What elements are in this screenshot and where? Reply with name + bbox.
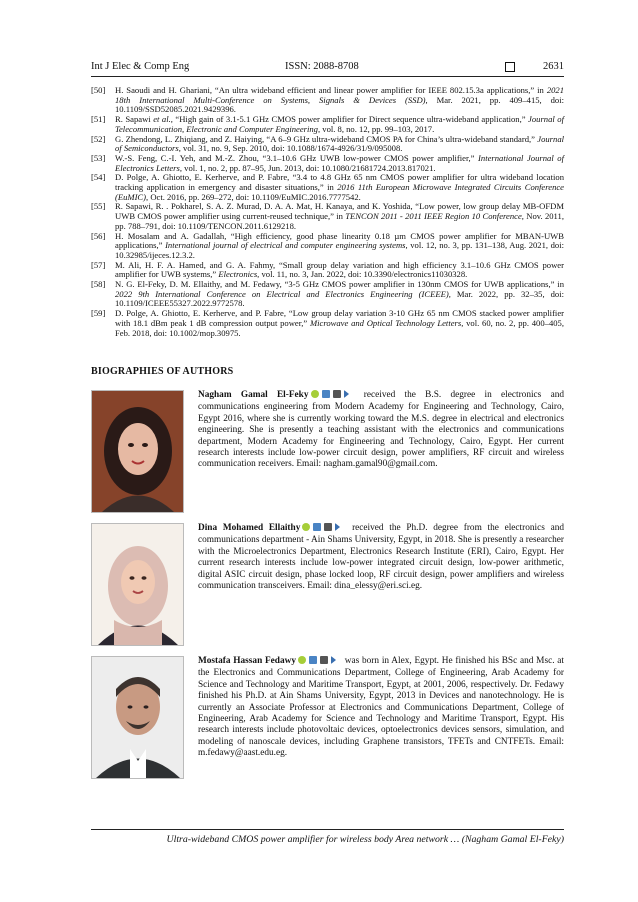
author-description: was born in Alex, Egypt. He finished his BSc and Msc. at the Electronics and Communications Department, College of Engineering, Arab Academy for Science and Technology and Maritime Transport, Egypt, at 2001, 2006, respectively. Dr. Fedawy finished his Ph.D. at Ain Shams University, Egypt, 2013 in Devices and nanotechnology. He is currently an Associate Professor at Electronics and Communications Department, College of Engineering, Arab Academy for Science and Technology and Maritime Transport, Egypt. His research interests include photovoltaic devices, optoelectronics devices sensors, simulation, and modeling of nanoscale devices, including Graphene transistors, TFETs and CNTFETs. Email: m.fedawy@aast.edu.eg.	[198, 656, 564, 759]
reference-text: G. Zhendong, L. Zhiqiang, and Z. Haiying, “A 6–9 GHz ultra-wideband CMOS PA for China’s ultra-wideband standard,” Journal of Semiconductors, vol. 31, no. 9, Sep. 2010, doi: 10.1088/1674-4926/31/9/095008.	[115, 133, 564, 154]
running-header	[91, 61, 564, 77]
scopus-icon[interactable]	[324, 523, 332, 531]
reference-item	[91, 280, 564, 309]
author-name: Dina Mohamed Ellaithy	[198, 523, 301, 533]
running-footer: Ultra-wideband CMOS power amplifier for wireless body Area network … (Nagham Gamal El-Feky)	[166, 834, 564, 845]
reference-number: [52]	[91, 133, 106, 144]
reference-text: W.-S. Feng, C.-I. Yeh, and M.-Z. Zhou, “3.1–10.6 GHz UWB low-power CMOS power amplifier,” International Journal of Electronics Letters, vol. 1, no. 2, pp. 87–95, Jun. 2013, doi: 10.1080/21681724.2013.817021.	[115, 152, 564, 173]
reference-item	[91, 86, 564, 115]
reference-number: [58]	[91, 279, 106, 290]
author-name: Mostafa Hassan Fedawy	[198, 656, 296, 666]
profile-icons	[311, 390, 352, 402]
profile-icons	[302, 523, 343, 535]
orcid-icon[interactable]	[311, 390, 319, 398]
reference-text: H. Mosalam and A. Gadallah, “High efficiency, good phase linearity 0.18 µm CMOS power amplifier for MBAN-UWB applications,” International journal of electrical and computer engineering systems, vol. 12, no. 3, pp. 131–138, Aug. 2021, doi: 10.32985/ijeces.12.3.2.	[115, 230, 564, 260]
reference-item	[91, 115, 564, 134]
google-scholar-icon[interactable]	[309, 656, 317, 664]
reference-item	[91, 135, 564, 154]
reference-number: [59]	[91, 308, 106, 319]
reference-text: H. Saoudi and H. Ghariani, “An ultra wideband efficient and linear power amplifier for IEEE 802.15.3a applications,” in 2021 18th International Multi-Conference on Systems, Signals & Devices (SSD), Mar. 2021, pp. 409–415, doi: 10.1109/SSD52085.2021.9429396.	[115, 85, 564, 115]
orcid-icon[interactable]	[302, 523, 310, 531]
reference-item	[91, 154, 564, 173]
reference-text: D. Polge, A. Ghiotto, E. Kerherve, and P. Fabre, “Low group delay variation 3-10 GHz 65 nm CMOS stacked power amplifier with 18.1 dBm peak 1 dB compression output power,” Microwave and Optical Technology Letters, vol. 60, no. 2, pp. 400–405, Feb. 2018, doi: 10.1002/mop.30975.	[115, 308, 564, 338]
header-rule	[91, 76, 564, 77]
reference-item	[91, 309, 564, 338]
reference-number: [56]	[91, 230, 106, 241]
author-bio-text	[198, 523, 564, 592]
profile-icons	[298, 656, 339, 668]
reference-item	[91, 173, 564, 202]
author-photo	[91, 523, 184, 646]
web-of-science-icon[interactable]	[344, 390, 349, 398]
reference-text: M. Ali, H. F. A. Hamed, and G. A. Fahmy, “Small group delay variation and high efficiency 3.1–10.6 GHz CMOS power amplifier for UWB systems,” Electronics, vol. 11, no. 3, Jan. 2022, doi: 10.3390/electronics11030328.	[115, 259, 564, 280]
reference-text: N. G. El-Feky, D. M. Ellaithy, and M. Fedawy, “3-5 GHz CMOS power amplifier in 130nm CMOS for UWB applications,” in 2022 9th International Conference on Electrical and Electronics Engineering (ICEEE), Mar. 2022, pp. 32–35, doi: 10.1109/ICEEE55327.2022.9772578.	[115, 279, 565, 309]
web-of-science-icon[interactable]	[331, 656, 336, 664]
reference-text: D. Polge, A. Ghiotto, E. Kerherve, and P. Fabre, “3.4 to 4.8 GHz 65 nm CMOS power amplifier for ultra wideband location tracking application in emergency and disaster situations,” in 2016 11th European Microwave Integrated Circuits Conference (EuMIC), Oct. 2016, pp. 269–272, doi: 10.1109/EuMIC.2016.7777542.	[115, 172, 564, 202]
author-bio-text	[198, 390, 564, 471]
journal-abbreviation: Int J Elec & Comp Eng	[91, 61, 190, 72]
google-scholar-icon[interactable]	[313, 523, 321, 531]
author-name: Nagham Gamal El-Feky	[198, 390, 309, 400]
reference-number: [54]	[91, 172, 106, 183]
author-description: received the B.S. degree in electronics and communications engineering from Modern Academy for Engineering and Technology, Cairo, Egypt 2016, where she is currently working toward the M.S. degree in electrical and electronics engineering. She is presently a teaching assistant with the electronics and communications department, Modern Academy for Engineering and Technology, Cairo, Egypt. Her current research interests include low-power circuit design, power amplifiers, RF circuit and wireless communication receivers. Email: nagham.gamal90@gmail.com.	[198, 390, 564, 470]
author-bio-text	[198, 656, 564, 760]
orcid-icon[interactable]	[298, 656, 306, 664]
footer-rule	[91, 829, 564, 830]
reference-number: [50]	[91, 85, 106, 95]
author-photo	[91, 656, 184, 779]
reference-list	[91, 86, 564, 338]
reference-number: [53]	[91, 152, 106, 163]
reference-item	[91, 261, 564, 280]
scopus-icon[interactable]	[333, 390, 341, 398]
scopus-icon[interactable]	[320, 656, 328, 664]
reference-text: R. Sapawi et al., “High gain of 3.1-5.1 GHz CMOS power amplifier for Direct sequence ultra-wideband application,” Journal of Telecommunication, Electronic and Computer Engineering, vol. 8, no. 12, pp. 99–103, 2017.	[115, 114, 564, 134]
reference-number: [57]	[91, 259, 106, 270]
page-number: 2631	[543, 61, 564, 72]
issn: ISSN: 2088-8708	[285, 61, 359, 72]
reference-item	[91, 232, 564, 261]
checkbox-square-icon	[505, 62, 515, 72]
reference-number: [51]	[91, 114, 106, 125]
author-photo	[91, 390, 184, 513]
web-of-science-icon[interactable]	[335, 523, 340, 531]
reference-text: R. Sapawi, R. . Pokharel, S. A. Z. Murad, D. A. A. Mat, H. Kanaya, and K. Yoshida, “Low power, low group delay MB-OFDM UWB CMOS power amplifier using current-reused technique,” in TENCON 2011 - 2011 IEEE Region 10 Conference, Nov. 2011, pp. 788–791, doi: 10.1109/TENCON.2011.6129218.	[115, 201, 564, 231]
reference-item	[91, 202, 564, 231]
author-description: received the Ph.D. degree from the electronics and communications department - Ain Shams University, Egypt, in 2018. She is presently a researcher with the Microelectronics Department, Electronics Research Institute (ERI), Cairo, Egypt. Her current research interests include low-power integrated circuit design, low-power arithmetic, digital ASIC circuit design, phase locked loop, RF circuit design, power amplifiers and wireless communication transceivers. Email: dina_elessy@eri.sci.eg.	[198, 523, 565, 592]
google-scholar-icon[interactable]	[322, 390, 330, 398]
biographies-heading: BIOGRAPHIES OF AUTHORS	[91, 366, 234, 377]
reference-number: [55]	[91, 201, 106, 212]
